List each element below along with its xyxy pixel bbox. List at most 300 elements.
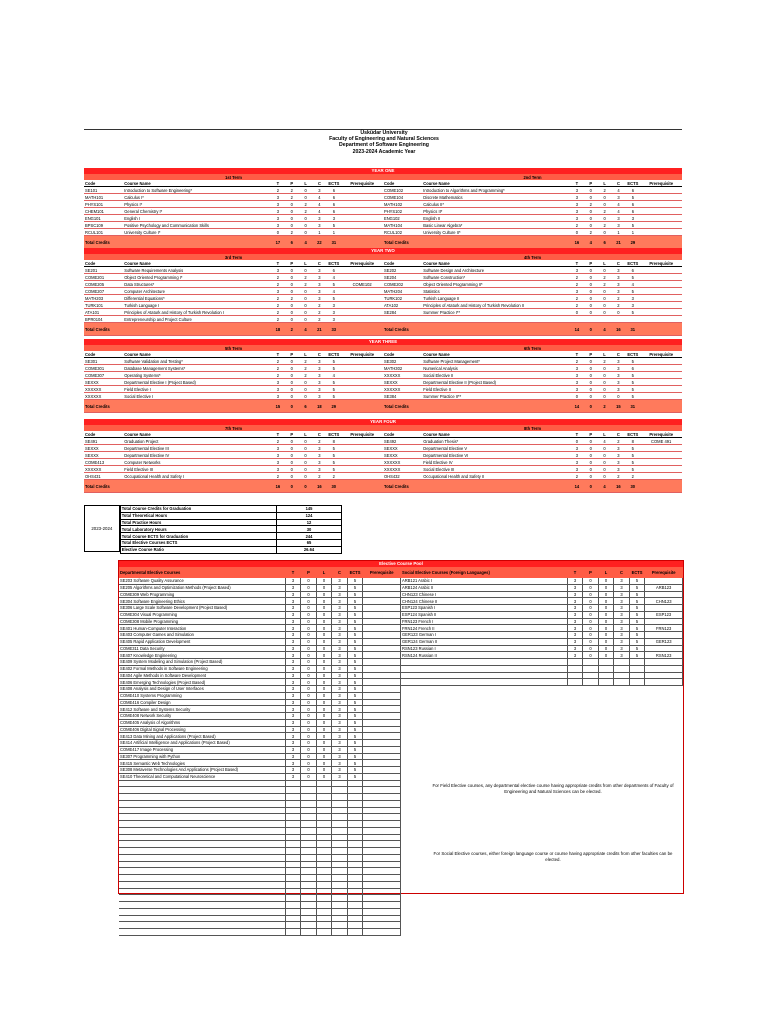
theory-hours: 3	[570, 194, 584, 201]
column-header: T	[570, 431, 584, 438]
theory-hours: 3	[567, 652, 583, 659]
course-code: MATH203	[84, 295, 123, 302]
ects: 5	[347, 686, 363, 693]
pool-column-header: Social Elective Courses (Foreign Languages)	[401, 567, 567, 578]
course-name: Software Validation and Testing*	[123, 358, 271, 365]
credits: 3	[312, 365, 326, 372]
ects: 5	[347, 746, 363, 753]
empty-cell	[347, 881, 363, 888]
ects: 5	[629, 611, 645, 618]
empty-cell	[332, 848, 348, 855]
lab-hours: 0	[598, 302, 612, 309]
lab-hours: 0	[598, 215, 612, 222]
course-name: General Chemistry I*	[123, 208, 271, 215]
lab-hours: 0	[598, 201, 612, 208]
prerequisite: CHN123	[645, 598, 683, 605]
empty-cell	[301, 814, 317, 821]
course-code: COME102	[383, 187, 422, 194]
lab-hours: 2	[299, 201, 313, 208]
credits: 2	[611, 473, 625, 480]
empty-cell	[285, 888, 301, 895]
empty-cell	[332, 915, 348, 922]
prerequisite	[363, 686, 401, 693]
credits: 3	[332, 773, 348, 780]
elective-row	[119, 625, 401, 632]
empty-cell	[363, 841, 401, 848]
empty-cell	[119, 834, 285, 841]
practice-hours: 2	[285, 229, 299, 236]
faculty-name: Faculty of Engineering and Natural Sciences	[329, 136, 439, 143]
total-credits-label: Total Credits	[383, 400, 422, 413]
practice-hours: 0	[584, 466, 598, 473]
theory-hours: 3	[285, 618, 301, 625]
column-header: Code	[84, 431, 123, 438]
empty-cell	[301, 868, 317, 875]
empty-cell	[316, 922, 332, 929]
theory-hours: 3	[271, 208, 285, 215]
column-header: ECTS	[625, 431, 640, 438]
practice-hours: 0	[301, 632, 317, 639]
practice-hours: 0	[584, 194, 598, 201]
course-code: OHS432	[383, 473, 422, 480]
ects: 5	[625, 274, 640, 281]
ects: 5	[629, 652, 645, 659]
summary-label: Total Laboratory Hours	[120, 526, 276, 533]
ects: 2	[326, 473, 341, 480]
ects: 6	[326, 194, 341, 201]
course-name: SE402 Formal Methods in Software Engineering	[119, 665, 285, 672]
ects: 5	[326, 393, 341, 400]
column-header: P	[285, 351, 299, 358]
lab-hours: 0	[598, 605, 614, 612]
course-name: Software Requirements Analysis	[123, 267, 271, 274]
course-name: SE401 Human-Computer Interaction	[119, 625, 285, 632]
column-header: L	[316, 567, 332, 578]
theory-hours: 0	[570, 438, 584, 445]
course-row	[383, 309, 682, 316]
practice-hours: 0	[285, 459, 299, 466]
ects: 6	[326, 201, 341, 208]
elective-row	[401, 605, 683, 612]
course-row	[84, 379, 383, 386]
empty-cell	[285, 787, 301, 794]
course-row	[84, 201, 383, 208]
theory-hours: 3	[570, 459, 584, 466]
empty-cell	[119, 908, 285, 915]
lab-hours: 0	[598, 393, 612, 400]
credits: 3	[312, 459, 326, 466]
empty-cell	[301, 780, 317, 787]
lab-hours: 0	[316, 638, 332, 645]
empty-cell	[341, 480, 383, 493]
course-name: COME406 Digital Signal Processing	[119, 726, 285, 733]
elective-row	[119, 719, 401, 726]
ects: 5	[629, 605, 645, 612]
lab-hours: 0	[299, 473, 313, 480]
prerequisite	[341, 438, 383, 445]
ects: 5	[347, 584, 363, 591]
practice-hours: 0	[584, 187, 598, 194]
empty-cell	[363, 868, 401, 875]
summary-label: Total Course ECTS for Graduation	[120, 533, 276, 540]
lab-hours: 0	[598, 645, 614, 652]
summary-row	[120, 506, 341, 513]
column-header: Prerequisite	[640, 351, 682, 358]
department-name: Department of Software Engineering	[339, 142, 429, 149]
ects: 5	[625, 372, 640, 379]
column-header: T	[570, 351, 584, 358]
prerequisite	[645, 632, 683, 639]
lab-hours: 0	[316, 645, 332, 652]
theory-hours: 3	[271, 201, 285, 208]
empty-cell	[119, 794, 285, 801]
summary-label: Elective Course Ratio	[120, 546, 276, 553]
practice-hours: 0	[301, 760, 317, 767]
empty-cell	[285, 868, 301, 875]
lab-hours: 0	[598, 598, 614, 605]
theory-hours: 3	[570, 208, 584, 215]
theory-hours: 3	[285, 699, 301, 706]
course-code: SE284	[383, 309, 422, 316]
lab-hours: 0	[598, 584, 614, 591]
theory-hours: 3	[271, 466, 285, 473]
credits: 3	[614, 638, 630, 645]
lab-hours: 0	[598, 466, 612, 473]
empty-cell	[583, 659, 599, 666]
lab-hours: 2	[299, 372, 313, 379]
empty-cell	[301, 861, 317, 868]
prerequisite	[640, 365, 682, 372]
prerequisite	[341, 309, 383, 316]
ects: 3	[625, 215, 640, 222]
course-name: Object Oriented Programming II*	[422, 281, 570, 288]
practice-hours: 0	[584, 222, 598, 229]
prerequisite	[640, 267, 682, 274]
practice-hours: 0	[301, 719, 317, 726]
theory-hours: 2	[271, 365, 285, 372]
empty-cell	[347, 915, 363, 922]
empty-cell	[645, 659, 683, 666]
theory-hours: 3	[285, 659, 301, 666]
course-name: SE406 Emerging Technologies (Project Based)	[119, 679, 285, 686]
elective-row	[119, 692, 401, 699]
prerequisite	[341, 229, 383, 236]
credits: 2	[611, 295, 625, 302]
theory-hours: 3	[285, 672, 301, 679]
empty-cell	[316, 780, 332, 787]
column-header: L	[598, 351, 612, 358]
course-row	[84, 187, 383, 194]
practice-hours: 0	[584, 208, 598, 215]
empty-cell	[285, 841, 301, 848]
column-header: ECTS	[629, 567, 645, 578]
empty-cell	[301, 895, 317, 902]
prerequisite	[363, 645, 401, 652]
theory-hours: 3	[570, 187, 584, 194]
ects: 4	[326, 288, 341, 295]
theory-hours: 3	[285, 632, 301, 639]
lab-hours: 2	[299, 365, 313, 372]
practice-hours: 0	[285, 473, 299, 480]
credits: 3	[332, 652, 348, 659]
column-header: ECTS	[326, 431, 341, 438]
prerequisite	[341, 194, 383, 201]
lab-hours: 0	[299, 466, 313, 473]
course-name: Departmental Elective IV	[123, 452, 271, 459]
empty-cell	[347, 814, 363, 821]
empty-cell	[629, 679, 645, 686]
practice-hours: 0	[285, 222, 299, 229]
course-row	[84, 309, 383, 316]
prerequisite	[363, 605, 401, 612]
course-name: Computer Architecture	[123, 288, 271, 295]
column-header: ECTS	[326, 260, 341, 267]
prerequisite	[363, 632, 401, 639]
prerequisite	[363, 659, 401, 666]
column-header: L	[299, 431, 313, 438]
credits: 3	[611, 365, 625, 372]
course-name: SE308 Metaverse Technologies And Applications (Project Based)	[119, 767, 285, 774]
prerequisite	[640, 229, 682, 236]
column-header: ECTS	[347, 567, 363, 578]
empty-cell	[583, 672, 599, 679]
lab-hours: 0	[299, 229, 313, 236]
ects: 3	[326, 309, 341, 316]
empty-cell	[567, 672, 583, 679]
lab-hours: 0	[316, 679, 332, 686]
empty-cell	[119, 814, 285, 821]
document-header	[0, 130, 768, 155]
column-header: C	[614, 567, 630, 578]
theory-hours: 2	[570, 274, 584, 281]
ects: 5	[326, 281, 341, 288]
empty-cell	[570, 316, 584, 323]
prerequisite	[640, 358, 682, 365]
credits: 3	[332, 645, 348, 652]
credits: 3	[312, 445, 326, 452]
course-name: Database Management Systems*	[123, 365, 271, 372]
credits: 4	[313, 194, 327, 201]
lab-hours: 0	[598, 591, 614, 598]
course-name: SE409 System Modeling and Simulation (Project Based)	[119, 659, 285, 666]
empty-cell	[316, 787, 332, 794]
empty-cell	[363, 875, 401, 882]
prerequisite	[341, 445, 383, 452]
prerequisite	[363, 753, 401, 760]
course-name: Field Elective I	[123, 386, 271, 393]
empty-cell	[301, 922, 317, 929]
column-header: C	[313, 180, 327, 187]
ects: 5	[347, 591, 363, 598]
course-code: XXXXXX	[383, 386, 422, 393]
course-row	[383, 386, 682, 393]
practice-hours: 0	[285, 288, 299, 295]
year-label: YEAR ONE	[84, 168, 682, 174]
prerequisite	[341, 372, 383, 379]
course-code: SEXXX	[383, 452, 422, 459]
course-name: Departmental Elective VI	[422, 452, 570, 459]
theory-hours: 3	[567, 578, 583, 584]
course-code: ENG102	[383, 215, 422, 222]
empty-cell	[347, 929, 363, 936]
lab-hours: 0	[598, 288, 612, 295]
empty-cell	[332, 888, 348, 895]
empty-cell	[285, 807, 301, 814]
prerequisite	[341, 379, 383, 386]
practice-hours: 0	[584, 295, 598, 302]
course-name: ESP124 Spanish II	[401, 611, 567, 618]
course-name: COME410 Systems Programming	[119, 692, 285, 699]
empty-cell	[332, 854, 348, 861]
empty-cell	[363, 807, 401, 814]
elective-pool-title: Elective Course Pool	[119, 561, 683, 567]
practice-hours: 0	[584, 393, 598, 400]
course-name: Statistics	[422, 288, 570, 295]
prerequisite	[363, 679, 401, 686]
credits: 4	[612, 201, 626, 208]
practice-hours: 0	[584, 302, 598, 309]
course-row	[383, 288, 682, 295]
empty-cell	[285, 794, 301, 801]
total-t: 14	[570, 480, 584, 493]
course-name: SE205 Algorithms and Optimization Methods (Project Based)	[119, 584, 285, 591]
credits: 3	[332, 679, 348, 686]
elective-row	[401, 638, 683, 645]
credits: 3	[611, 267, 625, 274]
credits: 3	[332, 760, 348, 767]
course-name: Graduation Project	[123, 438, 271, 445]
theory-hours: 2	[271, 372, 285, 379]
empty-cell	[629, 665, 645, 672]
empty-cell	[645, 665, 683, 672]
lab-hours: 2	[299, 274, 313, 281]
total-c: 16	[611, 323, 625, 336]
language-electives-table	[401, 567, 683, 686]
term-title: 1st Term	[84, 174, 383, 180]
empty-cell	[341, 236, 383, 249]
lab-hours: 0	[316, 665, 332, 672]
empty-cell	[347, 895, 363, 902]
lab-hours: 0	[316, 746, 332, 753]
prerequisite	[640, 274, 682, 281]
course-code: COME202	[383, 281, 422, 288]
practice-hours: 2	[285, 187, 299, 194]
total-c: 18	[312, 400, 326, 413]
practice-hours: 0	[285, 281, 299, 288]
theory-hours: 3	[567, 584, 583, 591]
practice-hours: 0	[285, 365, 299, 372]
total-credits-label: Total Credits	[84, 323, 123, 336]
lab-hours: 2	[598, 208, 612, 215]
practice-hours: 0	[583, 652, 599, 659]
ects: 5	[347, 638, 363, 645]
lab-hours: 0	[598, 229, 612, 236]
course-name: Social Elective II	[422, 372, 570, 379]
course-name: Discrete Mathematics	[422, 194, 570, 201]
course-name: Software Design and Architecture	[422, 267, 570, 274]
theory-hours: 3	[285, 679, 301, 686]
elective-row	[119, 591, 401, 598]
credits: 3	[313, 215, 327, 222]
course-code: MATH102	[383, 201, 422, 208]
column-header: Prerequisite	[645, 567, 683, 578]
ects: 5	[347, 733, 363, 740]
theory-hours: 3	[285, 598, 301, 605]
course-name: SE408 Analysis and Design of User Interfaces	[119, 686, 285, 693]
credits: 3	[332, 692, 348, 699]
empty-cell	[629, 672, 645, 679]
practice-hours: 0	[584, 365, 598, 372]
theory-hours: 3	[570, 201, 584, 208]
course-name: SE415 Semantic Web Technologies	[119, 760, 285, 767]
credits: 3	[312, 393, 326, 400]
credits: 3	[312, 288, 326, 295]
course-name: ESP123 Spanish I	[401, 605, 567, 612]
course-row	[383, 187, 682, 194]
prerequisite	[341, 365, 383, 372]
column-header: Code	[84, 351, 123, 358]
empty-cell	[598, 665, 614, 672]
empty-cell	[640, 480, 682, 493]
elective-row	[119, 665, 401, 672]
empty-cell	[363, 888, 401, 895]
lab-hours: 0	[299, 438, 313, 445]
practice-hours: 0	[584, 473, 598, 480]
credits: 3	[611, 445, 625, 452]
practice-hours: 0	[301, 767, 317, 774]
ects: 5	[326, 459, 341, 466]
lab-hours: 0	[299, 445, 313, 452]
ects: 5	[326, 379, 341, 386]
summary-value: 124	[277, 512, 342, 519]
credits: 3	[332, 753, 348, 760]
practice-hours: 0	[301, 726, 317, 733]
lab-hours: 2	[299, 281, 313, 288]
empty-cell	[347, 861, 363, 868]
ects: 3	[625, 295, 640, 302]
prerequisite	[341, 302, 383, 309]
column-header: L	[598, 567, 614, 578]
empty-cell	[119, 929, 285, 936]
empty-cell	[363, 794, 401, 801]
ects: 8	[326, 438, 341, 445]
empty-cell	[347, 787, 363, 794]
prerequisite	[640, 372, 682, 379]
lab-hours: 0	[299, 288, 313, 295]
practice-hours: 0	[301, 740, 317, 747]
theory-hours: 3	[285, 652, 301, 659]
total-ects: 31	[625, 323, 640, 336]
course-code: SEXXX	[84, 452, 123, 459]
empty-cell	[119, 787, 285, 794]
practice-hours: 0	[285, 267, 299, 274]
prerequisite	[341, 222, 383, 229]
course-code: SE202	[383, 267, 422, 274]
course-row	[383, 459, 682, 466]
course-name: COME309 Web Programming	[119, 591, 285, 598]
empty-cell	[301, 888, 317, 895]
practice-hours: 0	[285, 201, 299, 208]
prerequisite	[640, 222, 682, 229]
lab-hours: 0	[598, 611, 614, 618]
empty-cell	[285, 861, 301, 868]
practice-hours: 2	[285, 295, 299, 302]
theory-hours: 3	[285, 760, 301, 767]
lab-hours: 2	[598, 222, 612, 229]
prerequisite	[640, 473, 682, 480]
column-header: Course Name	[422, 180, 570, 187]
practice-hours: 0	[301, 605, 317, 612]
